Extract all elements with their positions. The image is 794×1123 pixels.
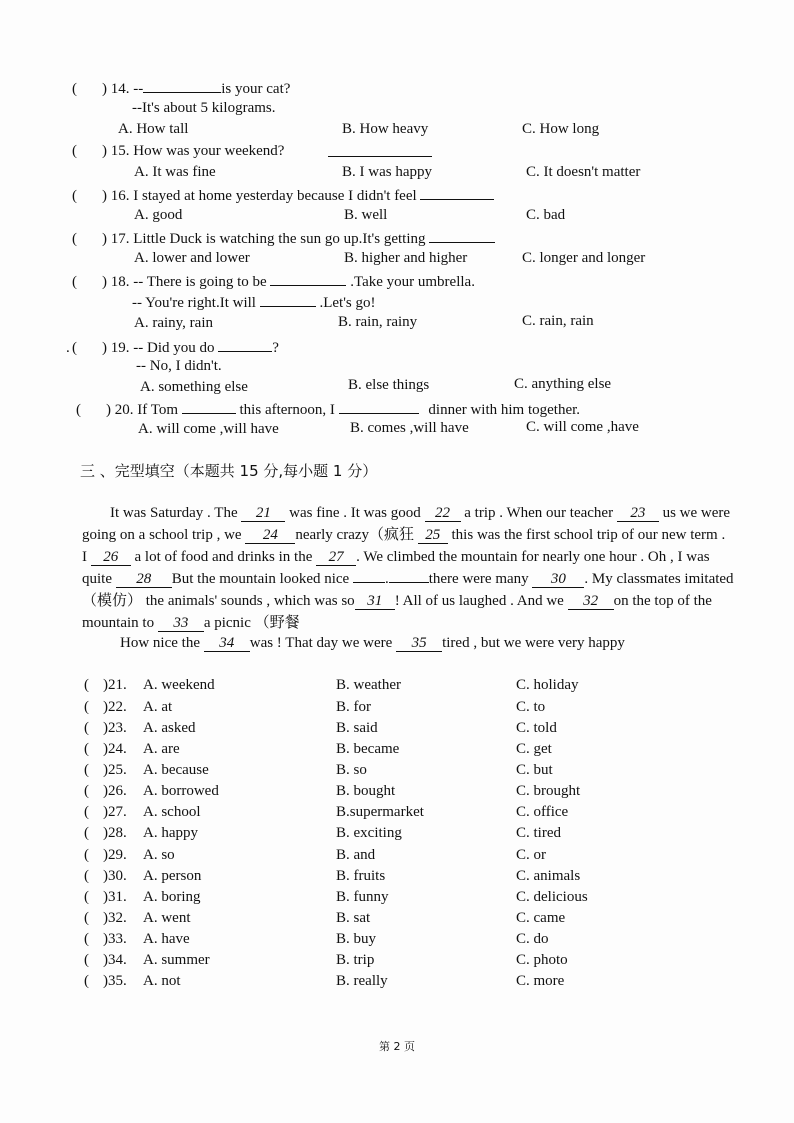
option-c: C. to <box>516 699 546 715</box>
answer-blank <box>143 78 221 93</box>
answer-paren: ( <box>84 825 101 841</box>
option-a: A. weekend <box>143 677 215 693</box>
answer-blank <box>270 271 346 286</box>
option-a: A. at <box>143 699 173 715</box>
option-b: B. exciting <box>336 825 402 841</box>
option-a: A. lower and lower <box>134 250 250 266</box>
option-c: C. get <box>516 741 552 757</box>
answer-paren: ( <box>84 973 101 989</box>
option-c: C. anything else <box>514 376 612 392</box>
question-17: ( ) 17. Little Duck is watching the sun go up.It's getting <box>72 228 495 248</box>
passage-line: I 26 a lot of food and drinks in the 27 . We climbed the mountain for nearly one hour . Oh , I was <box>82 549 710 565</box>
answer-blank <box>218 337 272 352</box>
question-number: )35. <box>103 973 127 989</box>
question-14-reply: --It's about 5 kilograms. <box>132 100 276 116</box>
option-b: B. fruits <box>336 868 386 884</box>
option-a: A. so <box>143 847 175 863</box>
option-a: A. summer <box>143 952 210 968</box>
option-b: B. else things <box>348 377 430 393</box>
option-a: A. happy <box>143 825 198 841</box>
option-c: C. animals <box>516 868 581 884</box>
page-number: 第 2 页 <box>379 1040 415 1053</box>
answer-blank <box>260 292 316 307</box>
option-b: B. became <box>336 741 400 757</box>
option-b: B. trip <box>336 952 375 968</box>
question-number: )34. <box>103 952 127 968</box>
option-a: A. went <box>143 910 191 926</box>
option-b: B. How heavy <box>342 121 429 137</box>
passage-line: （模仿） the animals' sounds , which was so 31 ! All of us laughed . And we 32 on the top of the <box>82 593 712 609</box>
passage-line: It was Saturday . The 21 was fine . It was good 22 a trip . When our teacher 23 us we were <box>110 505 731 521</box>
option-a: A. borrowed <box>143 783 219 799</box>
option-c: C. How long <box>522 121 600 137</box>
option-b: B. weather <box>336 677 401 693</box>
answer-paren: ( <box>84 868 101 884</box>
option-c: C. do <box>516 931 549 947</box>
question-15: ( ) 15. How was your weekend? <box>72 143 285 159</box>
question-number: )25. <box>103 762 127 778</box>
question-number: )23. <box>103 720 127 736</box>
option-c: C. tired <box>516 825 561 841</box>
option-a: A. rainy, rain <box>134 315 213 331</box>
option-c: C. photo <box>516 952 568 968</box>
answer-paren: ( <box>84 720 101 736</box>
question-number: )21. <box>103 677 127 693</box>
answer-paren: ( <box>84 931 101 947</box>
option-a: A. person <box>143 868 202 884</box>
option-a: A. boring <box>143 889 201 905</box>
option-c: C. longer and longer <box>522 250 646 266</box>
option-b: B. sat <box>336 910 371 926</box>
passage-line: quite 28 But the mountain looked nice . there were many 30 . My classmates imitated <box>82 571 734 587</box>
answer-paren: ( <box>84 762 101 778</box>
question-number: )24. <box>103 741 127 757</box>
option-c: C. came <box>516 910 566 926</box>
question-19-reply: -- No, I didn't. <box>136 358 222 374</box>
question-number: )30. <box>103 868 127 884</box>
question-16: ( ) 16. I stayed at home yesterday because I didn't feel <box>72 185 494 205</box>
option-b: B. so <box>336 762 367 778</box>
option-a: A. something else <box>140 379 248 395</box>
answer-blank <box>339 399 419 414</box>
option-a: A. have <box>143 931 190 947</box>
option-b: B. well <box>344 207 388 223</box>
answer-paren: ( <box>84 783 101 799</box>
answer-paren: ( <box>84 804 101 820</box>
option-b: B. comes ,will have <box>350 420 469 436</box>
answer-paren: ( <box>84 847 101 863</box>
option-b: B. funny <box>336 889 389 905</box>
option-b: B. I was happy <box>342 164 432 180</box>
section-title: 三 、完型填空（本题共 15 分,每小题 1 分） <box>80 462 378 480</box>
option-a: A. How tall <box>118 121 189 137</box>
question-number: )27. <box>103 804 127 820</box>
option-b: B. buy <box>336 931 377 947</box>
question-number: )31. <box>103 889 127 905</box>
question-18-reply: -- You're right.It will .Let's go! <box>132 292 375 312</box>
option-c: C. more <box>516 973 565 989</box>
option-c: C. holiday <box>516 677 579 693</box>
answer-paren: ( <box>84 677 101 693</box>
answer-blank <box>328 156 432 157</box>
question-19: . ( ) 19. -- Did you do ? <box>66 337 279 357</box>
question-number: )22. <box>103 699 127 715</box>
question-number: )33. <box>103 931 127 947</box>
option-a: A. are <box>143 741 180 757</box>
question-20: ( ) 20. If Tom this afternoon, I dinner with him together. <box>76 399 580 419</box>
option-c: C. will come ,have <box>526 419 639 435</box>
option-a: A. school <box>143 804 201 820</box>
option-a: A. It was fine <box>134 164 216 180</box>
option-c: C. or <box>516 847 546 863</box>
question-number: )29. <box>103 847 127 863</box>
option-a: A. because <box>143 762 209 778</box>
answer-paren: ( <box>84 889 101 905</box>
option-b: B. for <box>336 699 371 715</box>
option-c: C. rain, rain <box>522 313 594 329</box>
answer-paren: ( <box>84 910 101 926</box>
option-c: C. told <box>516 720 557 736</box>
option-a: A. will come ,will have <box>138 421 279 437</box>
option-c: C. but <box>516 762 553 778</box>
option-b: B. said <box>336 720 378 736</box>
option-a: A. good <box>134 207 183 223</box>
passage-line: going on a school trip , we 24 nearly crazy（疯狂 25 this was the first school trip of our new term . <box>82 527 726 543</box>
option-a: A. not <box>143 973 181 989</box>
option-a: A. asked <box>143 720 196 736</box>
answer-blank <box>182 399 236 414</box>
option-c: C. delicious <box>516 889 588 905</box>
answer-blank <box>429 228 495 243</box>
passage-line: How nice the 34 was ! That day we were 35 tired , but we were very happy <box>120 635 625 651</box>
option-b: B. higher and higher <box>344 250 468 266</box>
answer-blank <box>420 185 494 200</box>
option-b: B. and <box>336 847 376 863</box>
passage-line: mountain to 33 a picnic （野餐 <box>82 615 300 631</box>
option-b: B. really <box>336 973 388 989</box>
option-b: B. bought <box>336 783 396 799</box>
option-c: C. bad <box>526 207 566 223</box>
answer-paren: ( <box>84 741 101 757</box>
answer-paren: ( <box>84 952 101 968</box>
option-c: C. brought <box>516 783 581 799</box>
question-number: )32. <box>103 910 127 926</box>
option-b: B.supermarket <box>336 804 424 820</box>
option-c: C. It doesn't matter <box>526 164 641 180</box>
question-number: )26. <box>103 783 127 799</box>
question-18: ( ) 18. -- There is going to be .Take your umbrella. <box>72 271 475 291</box>
answer-paren: ( <box>84 699 101 715</box>
question-14: ( ) 14. -- is your cat? <box>72 78 290 98</box>
option-b: B. rain, rainy <box>338 314 418 330</box>
question-number: )28. <box>103 825 127 841</box>
option-c: C. office <box>516 804 569 820</box>
